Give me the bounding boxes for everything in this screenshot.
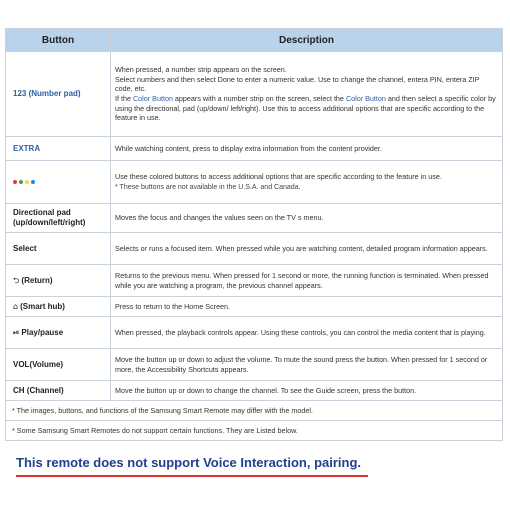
button-label: (Return) [21, 275, 53, 285]
table-row [6, 204, 503, 233]
table-row [6, 52, 503, 137]
table-row [6, 297, 503, 317]
description-select: Selects or runs a focused item. When pressed while you are watching content, detailed program information appears. [111, 233, 503, 265]
description-number-pad [111, 52, 503, 137]
button-directional-pad: Directional pad (up/down/left/right) [6, 204, 111, 233]
table-row [6, 401, 503, 421]
remote-button-table-wrapper [5, 28, 503, 441]
table-row [6, 265, 503, 297]
return-icon: ⮌ [13, 275, 20, 285]
color-button-term: Color Button [132, 94, 173, 103]
button-label: Play/pause [21, 327, 64, 337]
table-row [6, 161, 503, 204]
availability-note: * These buttons are not available in the U.S.A. and Canada. [115, 183, 301, 191]
button-smart-hub [6, 297, 111, 317]
button-extra: EXTRA [6, 137, 111, 161]
button-channel: CH (Channel) [6, 381, 111, 401]
button-play-pause [6, 317, 111, 349]
button-volume: VOL(Volume) [6, 349, 111, 381]
table-row [6, 137, 503, 161]
button-return [6, 265, 111, 297]
yellow-dot-icon [25, 180, 29, 184]
color-button-term: Color Button [345, 94, 386, 103]
description-extra: While watching content, press to display extra information from the content provider. [111, 137, 503, 161]
desc-text: When pressed, a number strip appears on the screen. [115, 65, 287, 75]
description-play-pause: When pressed, the playback controls appear. Using these controls, you can control the media content that is playing. [111, 317, 503, 349]
description-smart-hub: Press to return to the Home Screen. [111, 297, 503, 317]
warning-underline [16, 475, 368, 477]
remote-button-table [5, 28, 503, 441]
description-color-buttons [111, 161, 503, 204]
description-directional-pad: Moves the focus and changes the values seen on the TV s menu. [111, 204, 503, 233]
description-volume: Move the button up or down to adjust the volume. To mute the sound press the button. When pressed for 1 second or more, the Accessibility Shortcuts appears. [111, 349, 503, 381]
table-row [6, 233, 503, 265]
desc-text: and then select a specific color by using the directional, pad (up/down/ left/right). Use this to access additional options that are specific according to the feature in use. [115, 94, 496, 123]
table-row [6, 349, 503, 381]
desc-text: If the [115, 94, 133, 103]
button-label: (Smart hub) [20, 301, 65, 311]
desc-text: Select numbers and then select Done to enter a numeric value. Use to change the channel, entera PIN, entera ZIP code, etc. [115, 74, 480, 94]
table-row [6, 317, 503, 349]
model-difference-note: * The images, buttons, and functions of the Samsung Smart Remote may differ with the model. [6, 401, 503, 421]
table-row [6, 421, 503, 441]
button-color-buttons [6, 161, 111, 204]
table-row [6, 381, 503, 401]
table-header-row [6, 29, 503, 52]
unsupported-functions-note: * Some Samsung Smart Remotes do not support certain functions. They are Listed below. [6, 421, 503, 441]
desc-text: Use these colored buttons to access additional options that are specific according to the feature in use. [115, 171, 442, 181]
color-dots-icon [13, 180, 35, 184]
voice-pairing-warning: This remote does not support Voice Interaction, pairing. [16, 455, 362, 470]
description-return: Returns to the previous menu. When pressed for 1 second or more, the running function is terminated. When pressed while you are watching a program, the previous channel appears. [111, 265, 503, 297]
play-pause-icon: ⏯ [13, 327, 20, 337]
red-dot-icon [13, 180, 17, 184]
green-dot-icon [19, 180, 23, 184]
home-icon: ⌂ [13, 301, 19, 311]
header-button: Button [6, 29, 111, 52]
description-channel: Move the button up or down to change the channel. To see the Guide screen, press the button. [111, 381, 503, 401]
blue-dot-icon [31, 180, 35, 184]
button-select: Select [6, 233, 111, 265]
button-number-pad: 123 (Number pad) [6, 52, 111, 137]
header-description: Description [111, 29, 503, 52]
desc-text: appears with a number strip on the screen, select the [172, 94, 346, 103]
